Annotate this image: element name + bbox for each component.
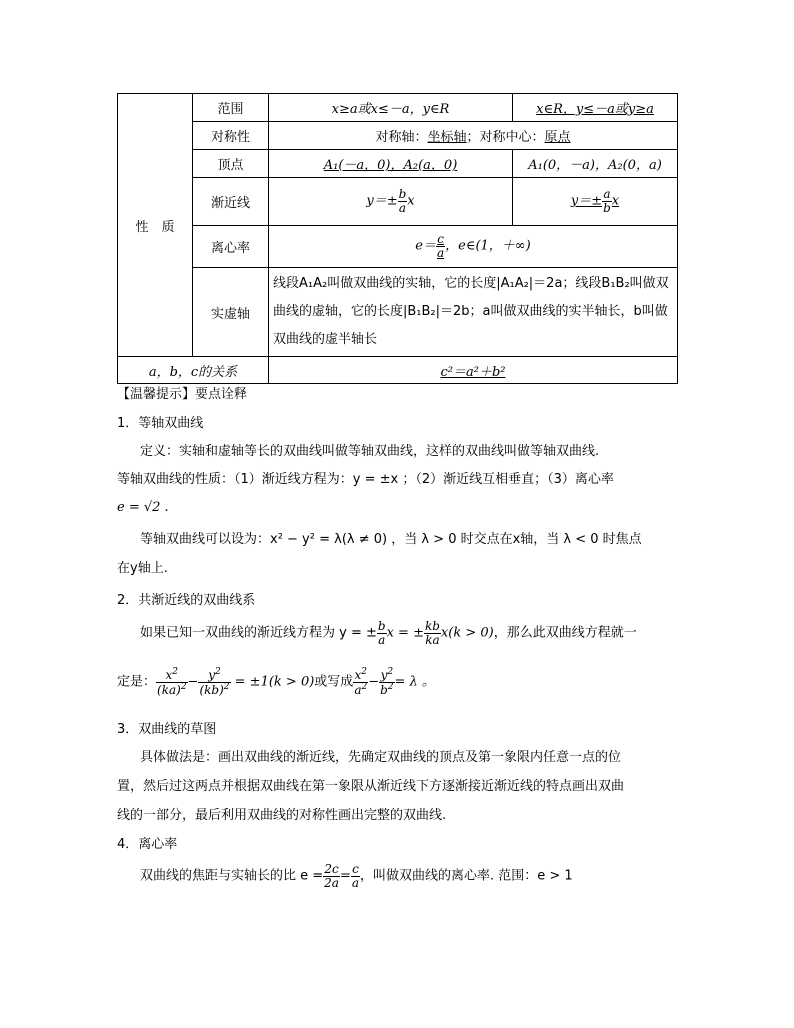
row-label-symmetry: 对称性 xyxy=(193,122,269,150)
relation-value: c²＝a²＋b² xyxy=(269,357,678,384)
s1-form-line1: 等轴双曲线可以设为：x² − y² = λ(λ ≠ 0) ，当 λ > 0 时交点在x轴，当 λ < 0 时焦点 xyxy=(140,532,642,547)
s2-line2: 定是： $\frac{x^2}{(ka)^2}$ − $\frac{y^2}{(kb)^2}$ = ±1(k > 0)或写成 $\frac{x^2}{a^2}$ − $\frac{y^2}{b^2}$ = λ 。 xyxy=(117,667,435,697)
s1-form-line2: 在y轴上. xyxy=(117,561,168,576)
asymptote-left: y＝± $\frac{b}{a}$ x xyxy=(269,178,513,226)
symmetry-center: 原点 xyxy=(544,130,571,145)
eccentricity-value: e＝ $\frac{c}{a}$ ，e∈(1，＋∞) xyxy=(269,226,678,268)
group-label: 性 质 xyxy=(118,94,193,357)
row-label-vertex: 顶点 xyxy=(193,150,269,178)
s2-line1: 如果已知一双曲线的渐近线方程为 y = ± $\frac{b}{a}$ x = ± $\frac{kb}{ka}$ x(k > 0)，那么此双曲线方程就一 xyxy=(140,619,637,647)
section-4-title: 4．离心率 xyxy=(117,837,178,852)
row-label-range: 范围 xyxy=(193,94,269,122)
range-left: x≥a或x≤－a，y∈R xyxy=(269,94,513,122)
section-1-title: 1．等轴双曲线 xyxy=(117,416,204,431)
row-label-axes: 实虚轴 xyxy=(193,268,269,357)
s3-line2: 置，然后过这两点并根据双曲线在第一象限从渐近线下方逐渐接近渐近线的特点画出双曲 xyxy=(117,779,625,794)
properties-table xyxy=(117,93,678,384)
s3-line3: 线的一部分，最后利用双曲线的对称性画出完整的双曲线. xyxy=(117,808,447,823)
s4-line: 双曲线的焦距与实轴长的比 e = $\frac{2c}{2a}$ = $\frac{c}{a}$ ，叫做双曲线的离心率. 范围：e > 1 xyxy=(140,862,573,890)
vertex-right: A₁(0，－a)，A₂(0，a) xyxy=(513,150,678,178)
symmetry-axis: 坐标轴 xyxy=(427,130,467,145)
section-3-title: 3．双曲线的草图 xyxy=(117,722,217,737)
range-right: x∈R，y≤－a或y≥a xyxy=(513,94,678,122)
relation-label: a，b，c的关系 xyxy=(118,357,269,384)
section-2-title: 2．共渐近线的双曲线系 xyxy=(117,593,256,608)
asymptote-right: y＝± $\frac{a}{b}$ x xyxy=(513,178,678,226)
axes-description: 线段A₁A₂叫做双曲线的实轴，它的长度|A₁A₂|＝2a；线段B₁B₂叫做双曲线的虚轴，它的长度|B₁B₂|＝2b；a叫做双曲线的实半轴长，b叫做双曲线的虚半轴长 xyxy=(269,268,678,357)
tip-heading: 【温馨提示】要点诠释 xyxy=(117,387,248,402)
vertex-left: A₁(－a，0)，A₂(a，0) xyxy=(269,150,513,178)
s1-eccentricity: e = √2 . xyxy=(117,500,169,515)
row-label-asymptote: 渐近线 xyxy=(193,178,269,226)
s1-definition: 定义：实轴和虚轴等长的双曲线叫做等轴双曲线，这样的双曲线叫做等轴双曲线. xyxy=(140,444,600,459)
s3-line1: 具体做法是：画出双曲线的渐近线，先确定双曲线的顶点及第一象限内任意一点的位 xyxy=(140,750,622,765)
row-label-eccentricity: 离心率 xyxy=(193,226,269,268)
s1-properties: 等轴双曲线的性质：（1）渐近线方程为：y = ±x ；（2）渐近线互相垂直；（3）离心率 xyxy=(117,472,614,487)
symmetry-value: 对称轴：坐标轴；对称中心：原点 xyxy=(269,122,678,150)
